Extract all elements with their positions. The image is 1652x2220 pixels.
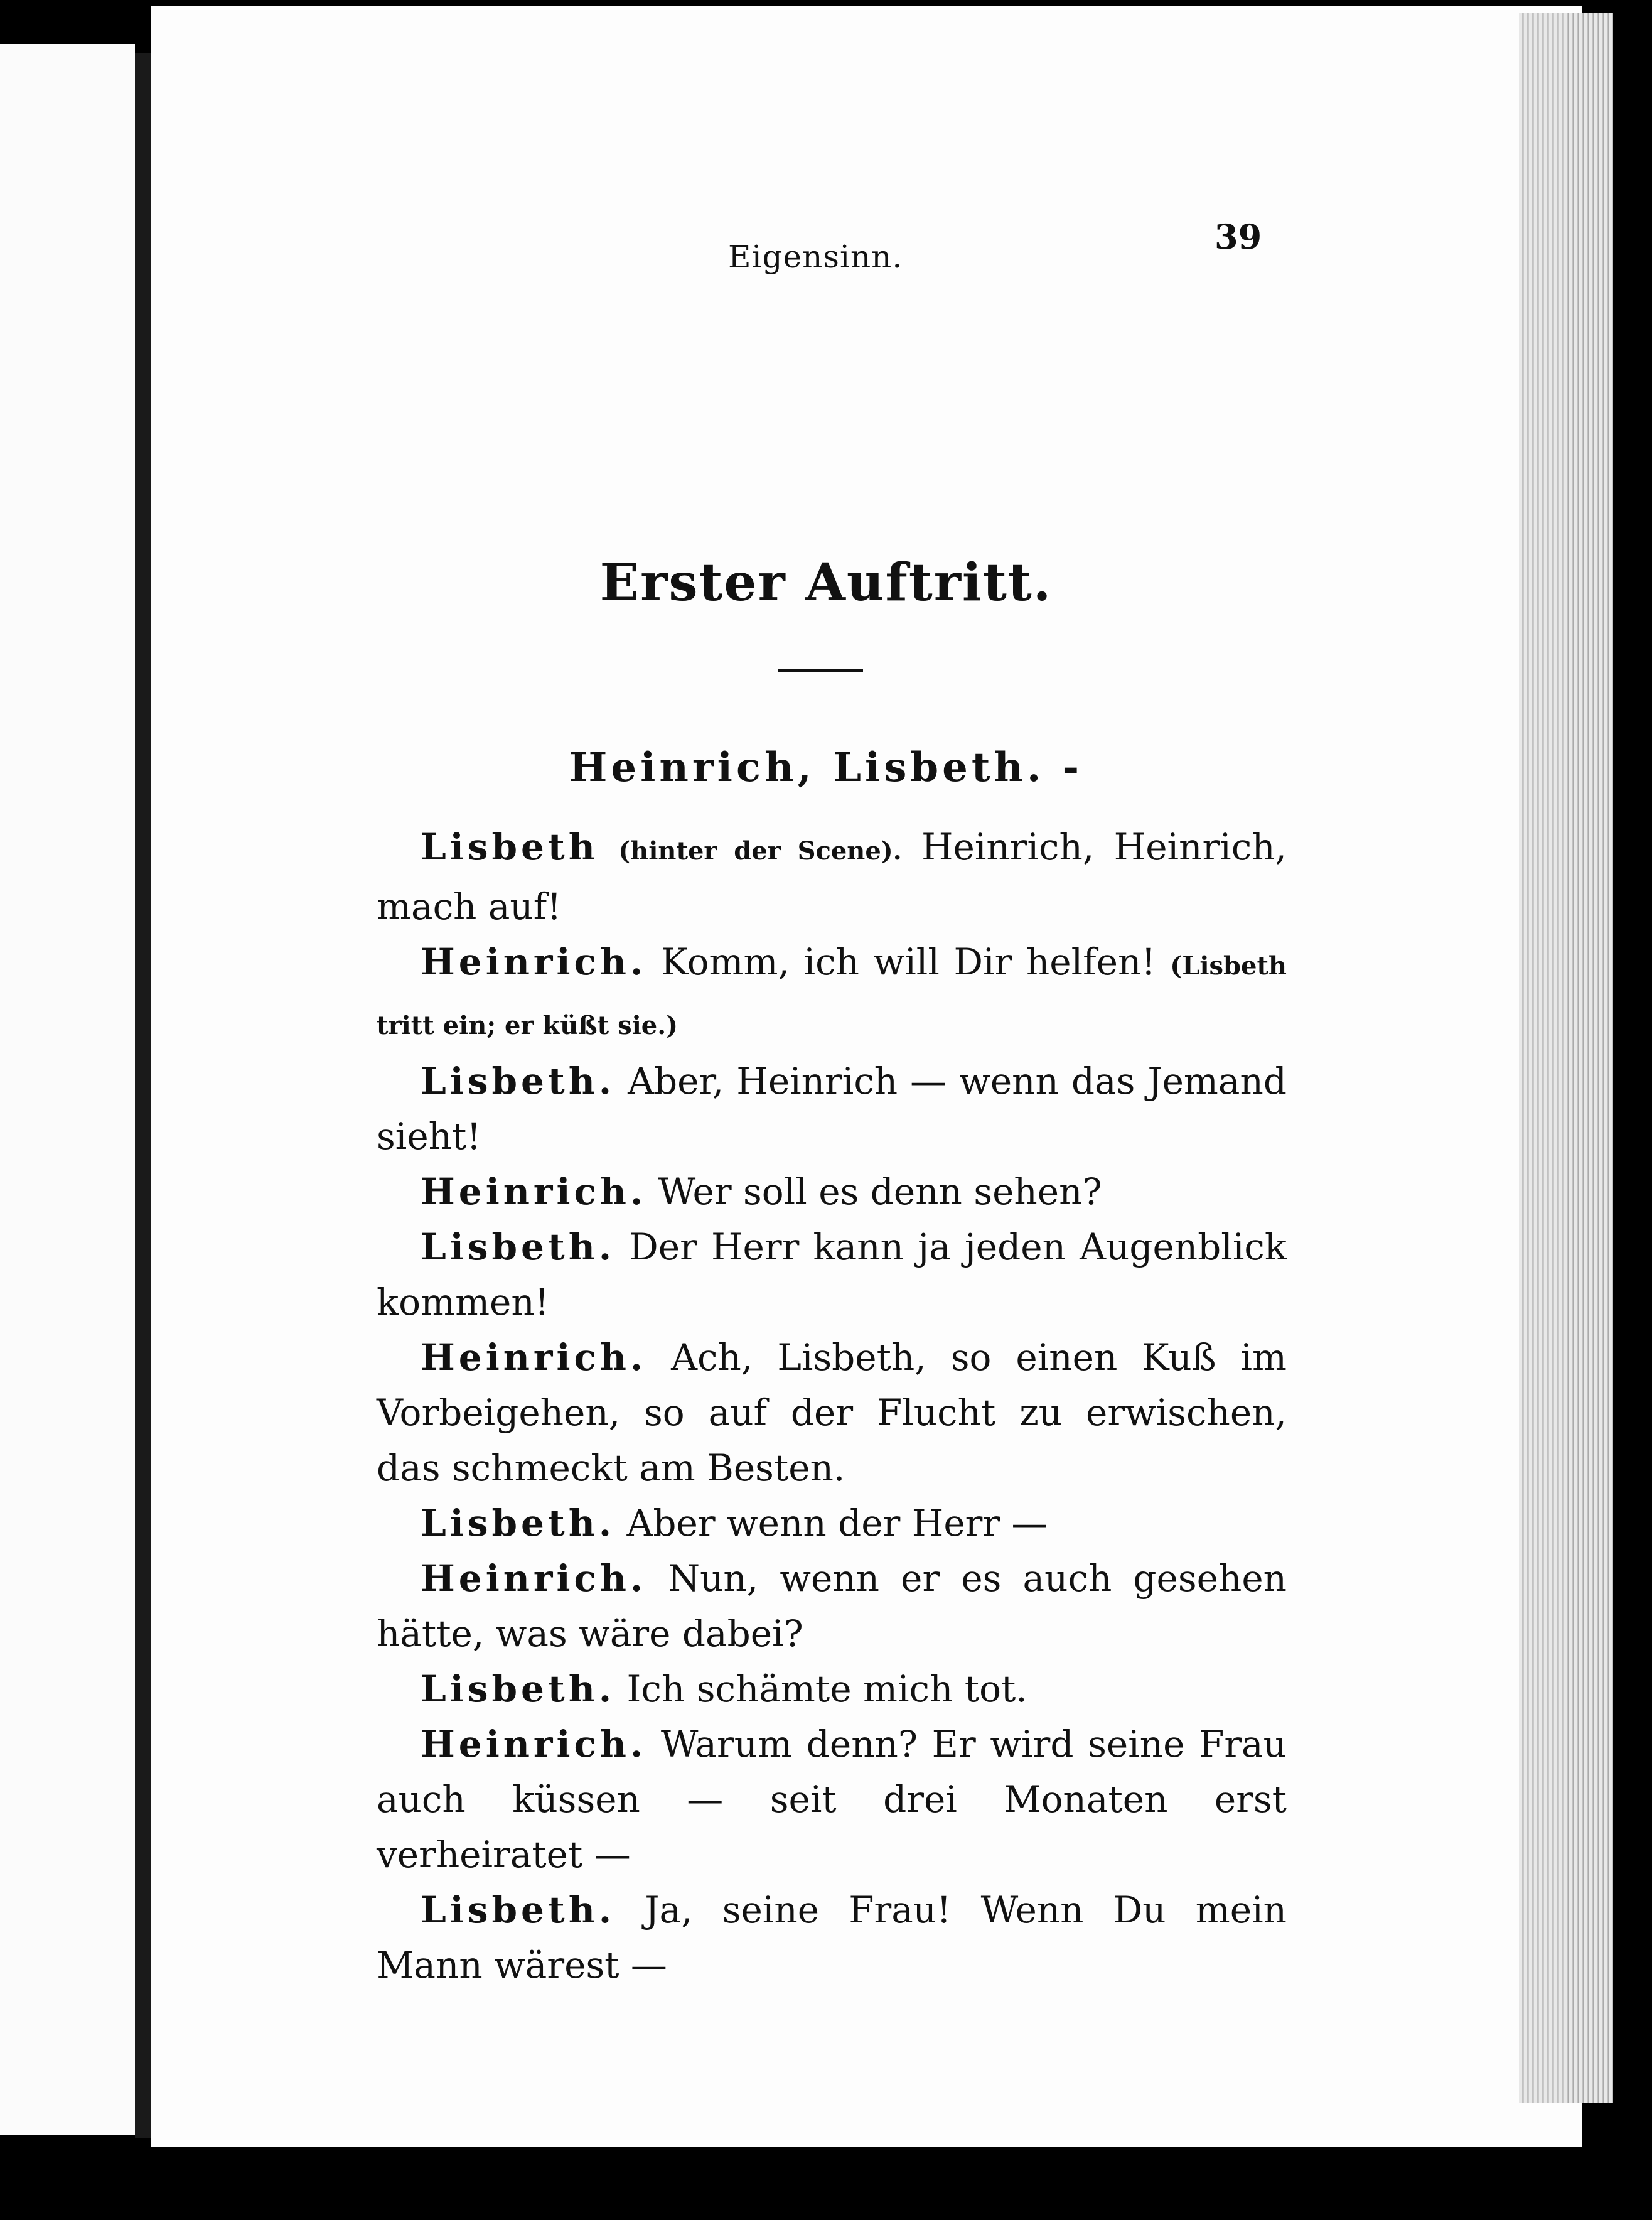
speech [377,1716,1287,1882]
speaker: Lisbeth. [421,1226,616,1268]
speech-text: Ich schämte mich tot. [626,1668,1027,1710]
stage-direction: (hinter der Scene). [618,836,902,866]
speech [377,1219,1287,1330]
speaker: Lisbeth [421,826,599,868]
speech [377,1661,1287,1716]
dialogue [377,819,1287,1993]
book-gutter [135,53,151,2138]
speaker: Lisbeth. [421,1502,616,1544]
cast-list: Heinrich, Lisbeth. - [569,744,1083,791]
speaker: Lisbeth. [421,1060,616,1102]
speech-text: Ja, seine Frau! Wenn Du mein Mann wärest — [377,1889,1287,1986]
speech-text: Warum denn? Er wird seine Frau auch küssen — seit drei Monaten erst verheiratet — [377,1723,1287,1876]
speech-text: Komm, ich will Dir helfen! [660,940,1156,983]
speech [377,1053,1287,1164]
speaker: Heinrich. [421,1557,647,1600]
speech [377,819,1287,934]
edge-shadow [1613,0,1652,2220]
speech-text: Ach, Lisbeth, so einen Kuß im Vorbeigehen, so auf der Flucht zu erwischen, das schmeckt am Besten. [377,1336,1287,1489]
speech [377,1164,1287,1219]
facing-page [0,44,135,2135]
page-edges [1519,13,1613,2103]
title-rule [778,669,863,672]
speech [377,934,1287,1053]
running-head: Eigensinn. [728,239,903,275]
speech-text: Der Herr kann ja jeden Augenblick kommen! [377,1226,1287,1323]
page-number: 39 [1215,217,1262,257]
speaker: Heinrich. [421,1336,647,1379]
speech [377,1495,1287,1551]
speech [377,1882,1287,1993]
stage-direction: (Lisbeth tritt ein; er küßt sie.) [377,951,1287,1040]
speech-text: Heinrich, Heinrich, mach auf! [377,826,1287,928]
speech [377,1330,1287,1495]
speaker: Heinrich. [421,1170,647,1213]
speech-text: Wer soll es denn sehen? [658,1170,1102,1213]
speaker: Heinrich. [421,940,647,983]
speaker: Lisbeth. [421,1668,616,1710]
speech-text: Aber, Heinrich — wenn das Jemand sieht! [377,1060,1287,1158]
speech-text: Aber wenn der Herr — [626,1502,1048,1544]
speaker: Heinrich. [421,1723,647,1765]
speech-text: Nun, wenn er es auch gesehen hätte, was wäre dabei? [377,1557,1287,1655]
scene-title: Erster Auftritt. [599,552,1053,613]
speech [377,1551,1287,1661]
speaker: Lisbeth. [421,1889,616,1931]
